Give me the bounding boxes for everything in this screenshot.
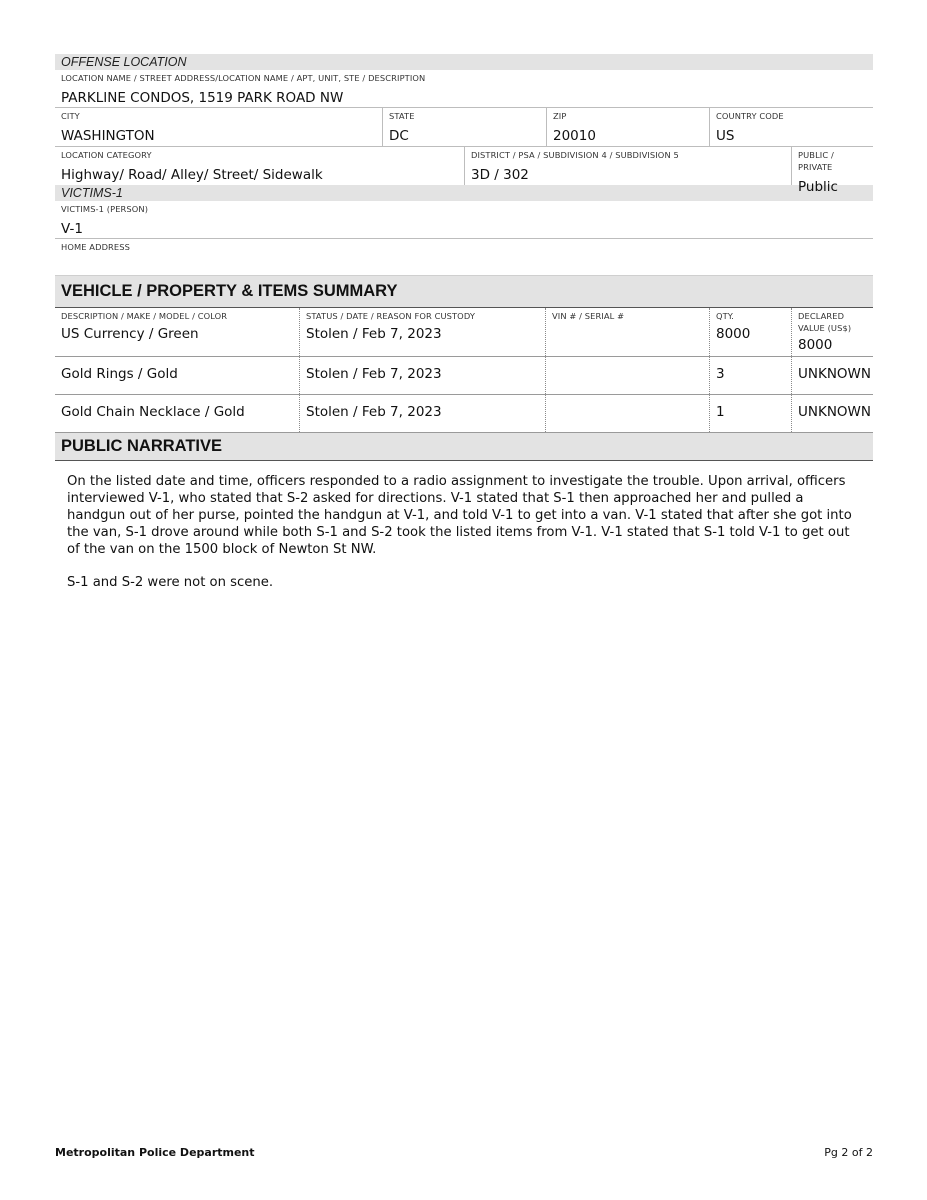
narrative-body bbox=[55, 461, 873, 591]
property-value-cell bbox=[791, 308, 873, 356]
country-label: COUNTRY CODE bbox=[716, 111, 784, 121]
status-value: Stolen / Feb 7, 2023 bbox=[306, 366, 442, 382]
district-cell bbox=[464, 147, 791, 185]
qty-header: QTY. bbox=[716, 311, 735, 321]
property-status-cell bbox=[299, 308, 545, 356]
property-value-cell bbox=[791, 395, 873, 432]
qty-value: 8000 bbox=[716, 326, 751, 342]
footer-page-number: Pg 2 of 2 bbox=[824, 1146, 873, 1159]
zip-cell bbox=[546, 108, 709, 146]
property-row-2 bbox=[55, 357, 873, 395]
country-value: US bbox=[716, 128, 735, 144]
location-name-cell bbox=[55, 70, 873, 107]
location-name-value: PARKLINE CONDOS, 1519 PARK ROAD NW bbox=[61, 90, 344, 106]
property-description-cell bbox=[55, 357, 299, 394]
property-row-1 bbox=[55, 308, 873, 357]
qty-value: 3 bbox=[716, 366, 725, 382]
public-private-label: PUBLIC / PRIVATE bbox=[798, 150, 834, 172]
victim-person-cell bbox=[55, 201, 873, 238]
property-vin-cell bbox=[545, 357, 709, 394]
description-value: Gold Chain Necklace / Gold bbox=[61, 404, 245, 420]
victim-person-row bbox=[55, 201, 873, 239]
property-status-cell bbox=[299, 395, 545, 432]
value-header: DECLARED VALUE (US$) bbox=[798, 311, 852, 333]
home-address-cell bbox=[55, 239, 873, 275]
property-qty-cell bbox=[709, 395, 791, 432]
state-value: DC bbox=[389, 128, 409, 144]
description-value: US Currency / Green bbox=[61, 326, 199, 342]
footer-department: Metropolitan Police Department bbox=[55, 1146, 255, 1159]
qty-value: 1 bbox=[716, 404, 725, 420]
public-narrative-header: PUBLIC NARRATIVE bbox=[55, 433, 873, 461]
offense-location-header: OFFENSE LOCATION bbox=[55, 54, 873, 70]
property-status-cell bbox=[299, 357, 545, 394]
property-summary-header: VEHICLE / PROPERTY & ITEMS SUMMARY bbox=[55, 275, 873, 308]
country-cell bbox=[709, 108, 873, 146]
district-value: 3D / 302 bbox=[471, 167, 529, 183]
victim-person-label: VICTIMS-1 (PERSON) bbox=[61, 204, 149, 214]
value-value: UNKNOWN bbox=[798, 366, 872, 382]
city-value: WASHINGTON bbox=[61, 128, 155, 144]
description-header: DESCRIPTION / MAKE / MODEL / COLOR bbox=[61, 311, 228, 321]
property-qty-cell bbox=[709, 357, 791, 394]
district-label: DISTRICT / PSA / SUBDIVISION 4 / SUBDIVISION 5 bbox=[471, 150, 679, 160]
description-value: Gold Rings / Gold bbox=[61, 366, 178, 382]
city-state-row bbox=[55, 108, 873, 147]
home-address-row bbox=[55, 239, 873, 275]
public-private-value: Public bbox=[798, 179, 838, 195]
victims-header: VICTIMS-1 bbox=[55, 185, 873, 201]
zip-label: ZIP bbox=[553, 111, 567, 121]
location-name-label: LOCATION NAME / STREET ADDRESS/LOCATION NAME / APT, UNIT, STE / DESCRIPTION bbox=[61, 73, 426, 83]
value-value: 8000 bbox=[798, 337, 833, 353]
zip-value: 20010 bbox=[553, 128, 596, 144]
status-value: Stolen / Feb 7, 2023 bbox=[306, 326, 442, 342]
vin-header: VIN # / SERIAL # bbox=[552, 311, 625, 321]
status-value: Stolen / Feb 7, 2023 bbox=[306, 404, 442, 420]
property-description-cell bbox=[55, 308, 299, 356]
property-vin-cell bbox=[545, 308, 709, 356]
property-qty-cell bbox=[709, 308, 791, 356]
city-cell bbox=[55, 108, 382, 146]
narrative-paragraph: On the listed date and time, officers responded to a radio assignment to investigate the trouble. Upon arrival, officers interviewed V-1, who stated that S-2 asked for directions. V-1 stated that S-1 then approached her and pulled a handgun out of her purse, pointed the handgun at V-1, and told V-1 to get into a van. V-1 stated that after she got into the van, S-1 drove around while both S-1 and S-2 took the listed items from V-1. V-1 stated that S-1 told V-1 to get out of the van on the 1500 block of Newton St NW. bbox=[67, 474, 852, 557]
property-description-cell bbox=[55, 395, 299, 432]
property-row-3 bbox=[55, 395, 873, 433]
location-name-row bbox=[55, 70, 873, 108]
category-value: Highway/ Road/ Alley/ Street/ Sidewalk bbox=[61, 167, 323, 183]
status-header: STATUS / DATE / REASON FOR CUSTODY bbox=[306, 311, 476, 321]
city-label: CITY bbox=[61, 111, 80, 121]
value-value: UNKNOWN bbox=[798, 404, 872, 420]
state-label: STATE bbox=[389, 111, 415, 121]
public-private-cell bbox=[791, 147, 873, 195]
home-address-label: HOME ADDRESS bbox=[61, 242, 131, 252]
property-vin-cell bbox=[545, 395, 709, 432]
report-page bbox=[55, 54, 873, 607]
state-cell bbox=[382, 108, 546, 146]
narrative-paragraph: S-1 and S-2 were not on scene. bbox=[67, 575, 274, 590]
property-value-cell bbox=[791, 357, 873, 394]
category-cell bbox=[55, 147, 464, 185]
victim-person-value: V-1 bbox=[61, 221, 83, 237]
category-label: LOCATION CATEGORY bbox=[61, 150, 152, 160]
